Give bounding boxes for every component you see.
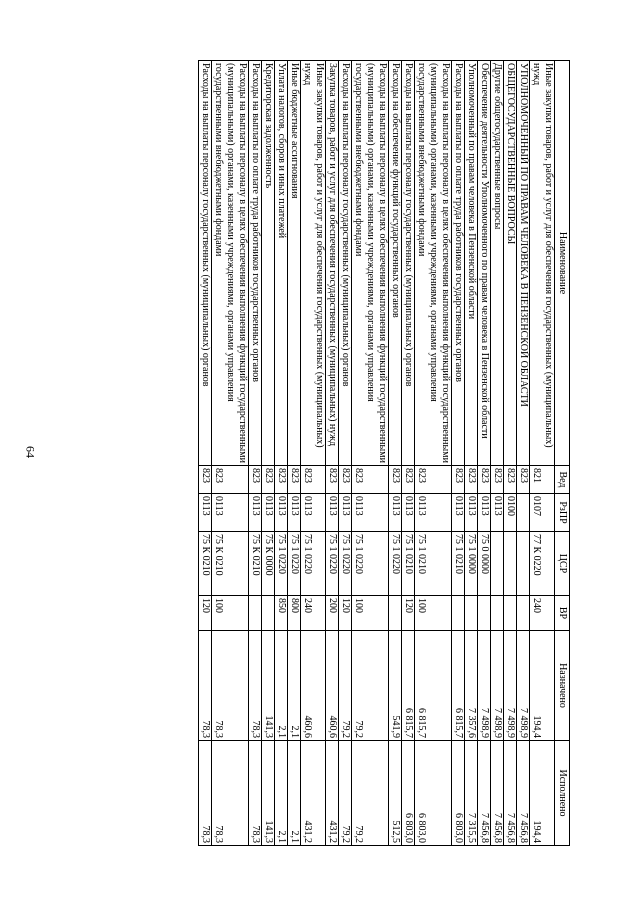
table-row <box>288 61 301 846</box>
cell-ved: 823 <box>288 466 301 494</box>
cell-ved: 823 <box>389 466 402 494</box>
cell-ved: 823 <box>212 466 249 494</box>
cell-ved: 823 <box>262 466 275 494</box>
cell-csr: 75 1 0220 <box>288 532 301 596</box>
cell-ved: 823 <box>491 466 504 494</box>
cell-csr: 75 1 0220 <box>326 532 339 596</box>
cell-csr: 75 К 0210 <box>249 532 262 596</box>
table-row <box>402 61 415 846</box>
cell-csr: 75 1 0220 <box>301 532 326 596</box>
cell-vr: 100 <box>352 596 389 631</box>
cell-csr: 75 К 0000 <box>262 532 275 596</box>
cell-executed: 431,2 <box>326 741 339 846</box>
rotated-table-area <box>90 60 570 845</box>
cell-executed: 78,3 <box>199 741 212 846</box>
cell-executed: 79,2 <box>352 741 389 846</box>
cell-planned: 541,9 <box>389 631 402 741</box>
cell-ved: 823 <box>452 466 465 494</box>
header-name: Наименование <box>555 61 570 466</box>
cell-name: Закупка товаров, работ и услуг для обеспечения государственных (муниципальных) нужд <box>326 61 339 466</box>
cell-rzpr: 0113 <box>326 494 339 532</box>
cell-executed: 6 803,0 <box>452 741 465 846</box>
cell-csr: 75 1 0210 <box>402 532 415 596</box>
cell-name: УПОЛНОМОЧЕННЫЙ ПО ПРАВАМ ЧЕЛОВЕКА В ПЕНЗЕНСКОЙ ОБЛАСТИ <box>517 61 530 466</box>
cell-csr: 75 1 0220 <box>352 532 389 596</box>
cell-name: Другие общегосударственные вопросы <box>491 61 504 466</box>
cell-vr <box>452 596 465 631</box>
cell-rzpr: 0107 <box>530 494 555 532</box>
cell-planned: 2,1 <box>288 631 301 741</box>
cell-vr <box>389 596 402 631</box>
cell-planned: 6 815,7 <box>452 631 465 741</box>
header-csr: ЦСР <box>555 532 570 596</box>
cell-executed: 194,4 <box>530 741 555 846</box>
table-row <box>452 61 465 846</box>
cell-executed: 7 456,8 <box>517 741 530 846</box>
table-row <box>249 61 262 846</box>
cell-name: Иные закупки товаров, работ и услуг для обеспечения государственных (муниципальных) нужд <box>530 61 555 466</box>
cell-name: Расходы на обеспечение функций государственных органов <box>389 61 402 466</box>
cell-executed: 7 456,8 <box>504 741 517 846</box>
cell-rzpr: 0113 <box>288 494 301 532</box>
cell-planned: 78,3 <box>212 631 249 741</box>
header-vr: ВР <box>555 596 570 631</box>
cell-ved: 823 <box>301 466 326 494</box>
cell-planned: 460,6 <box>301 631 326 741</box>
cell-ved: 823 <box>249 466 262 494</box>
cell-rzpr: 0113 <box>465 494 478 532</box>
cell-csr: 75 1 0210 <box>415 532 452 596</box>
cell-rzpr: 0113 <box>199 494 212 532</box>
table-row <box>530 61 555 846</box>
cell-rzpr: 0113 <box>491 494 504 532</box>
header-ved: Вед <box>555 466 570 494</box>
cell-csr: 75 0 0000 <box>478 532 491 596</box>
cell-ved: 823 <box>199 466 212 494</box>
cell-planned: 7 498,9 <box>517 631 530 741</box>
cell-csr: 75 1 0220 <box>339 532 352 596</box>
table-row <box>352 61 389 846</box>
cell-ved: 823 <box>415 466 452 494</box>
cell-vr <box>478 596 491 631</box>
cell-name: Расходы на выплаты персоналу в целях обеспечения выполнения функций государственными (муниципальными) органами, казенными учреждениями, органами управления государственными внебюджетными фондами <box>415 61 452 466</box>
cell-csr <box>517 532 530 596</box>
cell-planned: 79,2 <box>352 631 389 741</box>
table-row <box>339 61 352 846</box>
cell-ved: 823 <box>478 466 491 494</box>
cell-name: Расходы на выплаты персоналу государственных (муниципальных) органов <box>199 61 212 466</box>
cell-rzpr: 0113 <box>212 494 249 532</box>
cell-vr: 120 <box>339 596 352 631</box>
cell-planned: 460,6 <box>326 631 339 741</box>
cell-executed: 2,1 <box>288 741 301 846</box>
cell-ved: 823 <box>517 466 530 494</box>
cell-csr: 77 К 0220 <box>530 532 555 596</box>
cell-ved: 821 <box>530 466 555 494</box>
cell-name: Расходы на выплаты персоналу в целях обеспечения выполнения функций государственными (муниципальными) органами, казенными учреждениями, органами управления государственными внебюджетными фондами <box>212 61 249 466</box>
cell-vr <box>491 596 504 631</box>
cell-name: Расходы на выплаты персоналу государственных (муниципальных) органов <box>339 61 352 466</box>
cell-rzpr: 0113 <box>352 494 389 532</box>
cell-csr: 75 1 0210 <box>452 532 465 596</box>
cell-vr: 850 <box>275 596 288 631</box>
cell-name: Расходы на выплаты персоналу государственных (муниципальных) органов <box>402 61 415 466</box>
cell-csr: 75 К 0210 <box>199 532 212 596</box>
cell-executed: 78,3 <box>212 741 249 846</box>
cell-planned: 194,4 <box>530 631 555 741</box>
cell-vr: 100 <box>212 596 249 631</box>
cell-vr <box>504 596 517 631</box>
cell-ved: 823 <box>352 466 389 494</box>
cell-planned: 2,1 <box>275 631 288 741</box>
cell-vr <box>517 596 530 631</box>
cell-rzpr: 0113 <box>301 494 326 532</box>
header-planned: Назначено <box>555 631 570 741</box>
budget-table <box>198 60 570 846</box>
cell-csr <box>504 532 517 596</box>
table-row <box>415 61 452 846</box>
cell-rzpr: 0113 <box>452 494 465 532</box>
cell-vr <box>465 596 478 631</box>
cell-planned: 7 357,6 <box>465 631 478 741</box>
cell-ved: 823 <box>275 466 288 494</box>
cell-planned: 79,2 <box>339 631 352 741</box>
cell-planned: 6 815,7 <box>415 631 452 741</box>
cell-name: Кредиторская задолженность <box>262 61 275 466</box>
cell-vr <box>249 596 262 631</box>
cell-vr: 200 <box>326 596 339 631</box>
cell-ved: 823 <box>402 466 415 494</box>
table-row <box>199 61 212 846</box>
cell-executed: 6 803,0 <box>402 741 415 846</box>
cell-ved: 823 <box>326 466 339 494</box>
table-row <box>478 61 491 846</box>
header-executed: Исполнено <box>555 741 570 846</box>
cell-vr: 120 <box>199 596 212 631</box>
table-row <box>389 61 402 846</box>
cell-name: Уполномоченный по правам человека в Пензенской области <box>465 61 478 466</box>
cell-planned: 78,3 <box>249 631 262 741</box>
cell-rzpr: 0113 <box>415 494 452 532</box>
table-row <box>262 61 275 846</box>
cell-rzpr: 0100 <box>504 494 517 532</box>
cell-csr: 75 1 0000 <box>465 532 478 596</box>
cell-rzpr: 0113 <box>389 494 402 532</box>
table-row <box>504 61 517 846</box>
cell-planned: 141,3 <box>262 631 275 741</box>
table-row <box>491 61 504 846</box>
cell-vr: 800 <box>288 596 301 631</box>
cell-vr: 120 <box>402 596 415 631</box>
table-row <box>326 61 339 846</box>
table-container <box>90 60 570 845</box>
cell-planned: 7 498,9 <box>491 631 504 741</box>
cell-rzpr: 0113 <box>478 494 491 532</box>
cell-planned: 7 498,9 <box>478 631 491 741</box>
cell-planned: 7 498,9 <box>504 631 517 741</box>
cell-vr: 240 <box>301 596 326 631</box>
cell-name: Уплата налогов, сборов и иных платежей <box>275 61 288 466</box>
table-row <box>465 61 478 846</box>
cell-ved: 823 <box>339 466 352 494</box>
cell-rzpr: 0113 <box>249 494 262 532</box>
cell-planned: 6 815,7 <box>402 631 415 741</box>
table-row <box>517 61 530 846</box>
page-number: 64 <box>23 446 38 458</box>
cell-executed: 79,2 <box>339 741 352 846</box>
table-header-row <box>555 61 570 846</box>
cell-executed: 78,3 <box>249 741 262 846</box>
cell-rzpr: 0113 <box>402 494 415 532</box>
cell-name: ОБЩЕГОСУДАРСТВЕННЫЕ ВОПРОСЫ <box>504 61 517 466</box>
cell-csr: 75 1 0220 <box>389 532 402 596</box>
cell-vr <box>262 596 275 631</box>
cell-executed: 2,1 <box>275 741 288 846</box>
cell-executed: 7 315,5 <box>465 741 478 846</box>
cell-ved: 823 <box>504 466 517 494</box>
cell-rzpr: 0113 <box>339 494 352 532</box>
cell-csr: 75 1 0220 <box>275 532 288 596</box>
cell-name: Расходы на выплаты по оплате труда работников государственных органов <box>452 61 465 466</box>
cell-executed: 431,2 <box>301 741 326 846</box>
cell-csr <box>491 532 504 596</box>
cell-executed: 6 803,0 <box>415 741 452 846</box>
cell-executed: 512,5 <box>389 741 402 846</box>
cell-rzpr: 0113 <box>275 494 288 532</box>
cell-vr: 240 <box>530 596 555 631</box>
header-rzpr: РзПР <box>555 494 570 532</box>
cell-rzpr <box>517 494 530 532</box>
table-body <box>199 61 555 846</box>
cell-name: Иные бюджетные ассигнования <box>288 61 301 466</box>
table-row <box>212 61 249 846</box>
cell-name: Обеспечение деятельности Уполномоченного по правам человека в Пензенской области <box>478 61 491 466</box>
cell-rzpr: 0113 <box>262 494 275 532</box>
table-row <box>275 61 288 846</box>
table-row <box>301 61 326 846</box>
cell-name: Расходы на выплаты персоналу в целях обеспечения выполнения функций государственными (муниципальными) органами, казенными учреждениями, органами управления государственными внебюджетными фондами <box>352 61 389 466</box>
cell-ved: 823 <box>465 466 478 494</box>
cell-name: Иные закупки товаров, работ и услуг для обеспечения государственных (муниципальных) нужд <box>301 61 326 466</box>
cell-name: Расходы на выплаты по оплате труда работников государственных органов <box>249 61 262 466</box>
cell-executed: 7 456,8 <box>491 741 504 846</box>
cell-executed: 7 456,8 <box>478 741 491 846</box>
cell-executed: 141,3 <box>262 741 275 846</box>
cell-csr: 75 К 0210 <box>212 532 249 596</box>
cell-planned: 78,3 <box>199 631 212 741</box>
cell-vr: 100 <box>415 596 452 631</box>
